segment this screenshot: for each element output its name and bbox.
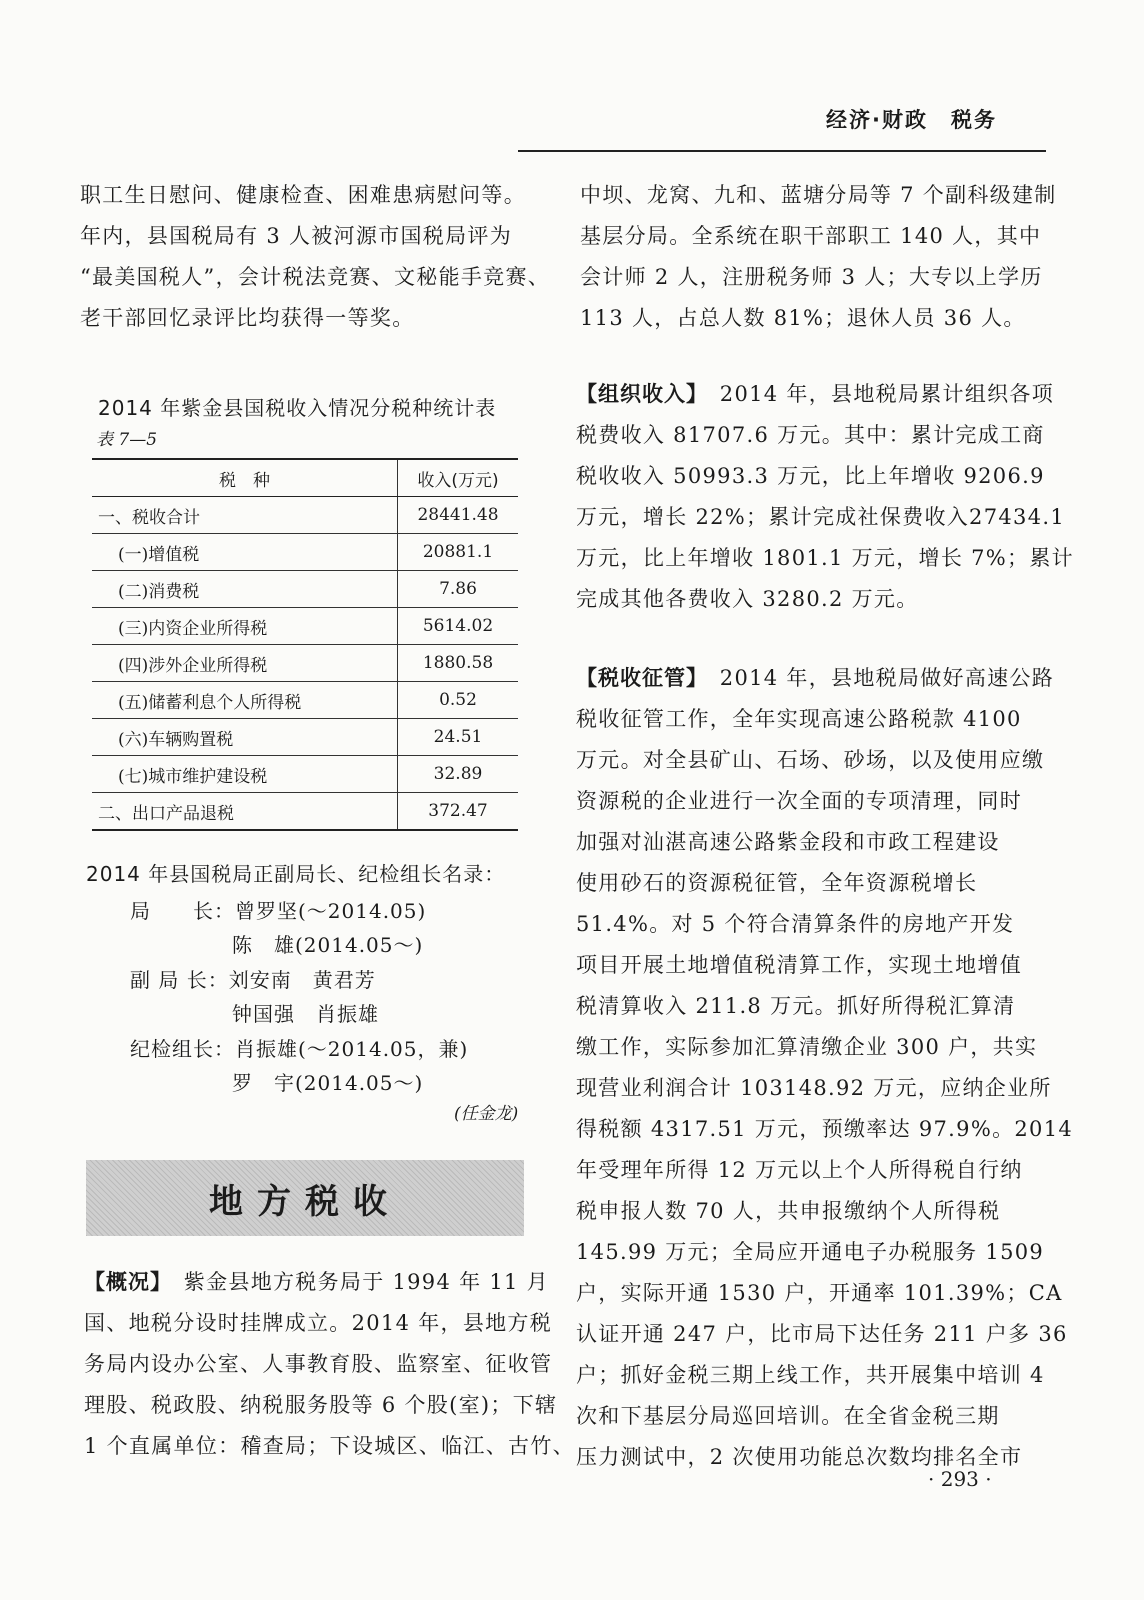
text-line: 基层分局。全系统在职干部职工 140 人，其中	[580, 224, 1042, 248]
tax-value: 1880.58	[398, 645, 519, 682]
table-row	[92, 534, 518, 571]
text-line: 户；抓好金税三期上线工作，共开展集中培训 4	[576, 1363, 1045, 1387]
text-line: 中坝、龙窝、九和、蓝塘分局等 7 个副科级建制	[580, 183, 1057, 207]
table-row	[92, 645, 518, 682]
tax-name: (二)消费税	[92, 571, 398, 608]
table-row	[92, 756, 518, 793]
column-header-revenue: 收入(万元)	[398, 459, 519, 497]
tax-value: 32.89	[398, 756, 519, 793]
tax-name: 一、税收合计	[92, 497, 398, 534]
text-line: 2014 年，县地税局做好高速公路	[697, 666, 1055, 690]
text-line: 老干部回忆录评比均获得一等奖。	[80, 306, 415, 330]
roster-line: 副 局 长：刘安南 黄君芳	[130, 968, 376, 992]
running-header: 经济·财政 税务	[826, 108, 997, 132]
column-header-tax-type: 税 种	[92, 459, 398, 497]
table-title: 2014 年紫金县国税收入情况分税种统计表	[98, 396, 497, 420]
tax-value: 5614.02	[398, 608, 519, 645]
text-line: 税费收入 81707.6 万元。其中：累计完成工商	[576, 423, 1045, 447]
text-line: 认证开通 247 户，比市局下达任务 211 户多 36	[576, 1322, 1068, 1346]
tax-value: 7.86	[398, 571, 519, 608]
table-row	[92, 608, 518, 645]
revenue-paragraph	[576, 374, 1074, 620]
table-row	[92, 571, 518, 608]
collection-paragraph	[576, 658, 1073, 1478]
roster-line: 纪检组长：肖振雄(～2014.05，兼)	[130, 1037, 469, 1061]
text-line: 税收征管工作，全年实现高速公路税款 4100	[576, 707, 1022, 731]
table-row	[92, 682, 518, 719]
overview-paragraph	[84, 1262, 575, 1467]
text-line: 会计师 2 人，注册税务师 3 人；大专以上学历	[580, 265, 1043, 289]
table-row	[92, 719, 518, 756]
overview-tag: 【概况】	[84, 1270, 162, 1294]
text-line: 紫金县地方税务局于 1994 年 11 月	[161, 1270, 549, 1294]
text-line: 使用砂石的资源税征管，全年资源税增长	[576, 871, 978, 895]
author-credit: (任金龙)	[454, 1104, 519, 1124]
tax-value: 28441.48	[398, 497, 519, 534]
text-line: 项目开展土地增值税清算工作，实现土地增值	[576, 953, 1022, 977]
text-line: 税清算收入 211.8 万元。抓好所得税汇算清	[576, 994, 1016, 1018]
text-line: 资源税的企业进行一次全面的专项清理，同时	[576, 789, 1022, 813]
text-line: 万元。对全县矿山、石场、砂场，以及使用应缴	[576, 748, 1045, 772]
tax-name: (一)增值税	[92, 534, 398, 571]
text-line: 113 人，占总人数 81%；退休人员 36 人。	[580, 306, 1026, 330]
text-line: 2014 年，县地税局累计组织各项	[697, 382, 1055, 406]
header-rule	[518, 150, 1046, 152]
tax-value: 0.52	[398, 682, 519, 719]
text-line: 税申报人数 70 人，共申报缴纳个人所得税	[576, 1199, 1001, 1223]
text-line: 年内，县国税局有 3 人被河源市国税局评为	[80, 224, 513, 248]
left-top-paragraph	[80, 175, 550, 339]
text-line: 户，实际开通 1530 户，开通率 101.39%；CA	[576, 1281, 1063, 1305]
roster-line: 局 长：曾罗坚(～2014.05)	[130, 899, 427, 923]
tax-name: (四)涉外企业所得税	[92, 645, 398, 682]
text-line: 完成其他各费收入 3280.2 万元。	[576, 587, 919, 611]
table-number: 表 7—5	[96, 430, 158, 450]
text-line: 1 个直属单位：稽查局；下设城区、临江、古竹、	[84, 1434, 575, 1458]
text-line: 51.4%。对 5 个符合清算条件的房地产开发	[576, 912, 1015, 936]
text-line: 理股、税政股、纳税服务股等 6 个股(室)；下辖	[84, 1393, 558, 1417]
text-line: 得税额 4317.51 万元，预缴率达 97.9%。2014	[576, 1117, 1074, 1141]
section-banner	[86, 1160, 524, 1236]
tax-name: (三)内资企业所得税	[92, 608, 398, 645]
text-line: “最美国税人”，会计税法竞赛、文秘能手竞赛、	[80, 265, 551, 289]
tax-value: 24.51	[398, 719, 519, 756]
text-line: 万元，比上年增收 1801.1 万元，增长 7%；累计	[576, 546, 1074, 570]
right-top-paragraph	[580, 175, 1057, 339]
text-line: 压力测试中，2 次使用功能总次数均排名全市	[576, 1445, 1023, 1469]
tax-name: (七)城市维护建设税	[92, 756, 398, 793]
roster-title: 2014 年县国税局正副局长、纪检组长名录：	[86, 862, 506, 886]
text-line: 万元，增长 22%；累计完成社保费收入27434.1	[576, 505, 1065, 529]
tax-name: (六)车辆购置税	[92, 719, 398, 756]
text-line: 务局内设办公室、人事教育股、监察室、征收管	[84, 1352, 553, 1376]
tax-value: 20881.1	[398, 534, 519, 571]
text-line: 缴工作，实际参加汇算清缴企业 300 户，共实	[576, 1035, 1038, 1059]
collection-tag: 【税收征管】	[576, 666, 698, 690]
tax-value: 372.47	[398, 793, 519, 831]
table-header-row	[92, 459, 518, 497]
tax-table	[92, 458, 518, 831]
roster-line: 罗 宇(2014.05～)	[232, 1071, 424, 1095]
table-row	[92, 497, 518, 534]
roster-line: 钟国强 肖振雄	[232, 1002, 379, 1026]
table-row	[92, 793, 518, 831]
tax-name: 二、出口产品退税	[92, 793, 398, 831]
revenue-tag: 【组织收入】	[576, 382, 698, 406]
section-title: 地方税收	[209, 1182, 401, 1222]
text-line: 国、地税分设时挂牌成立。2014 年，县地方税	[84, 1311, 553, 1335]
text-line: 加强对汕湛高速公路紫金段和市政工程建设	[576, 830, 1000, 854]
text-line: 税收收入 50993.3 万元，比上年增收 9206.9	[576, 464, 1045, 488]
text-line: 年受理年所得 12 万元以上个人所得税自行纳	[576, 1158, 1023, 1182]
text-line: 145.99 万元；全局应开通电子办税服务 1509	[576, 1240, 1045, 1264]
roster-line: 陈 雄(2014.05～)	[232, 933, 424, 957]
text-line: 现营业利润合计 103148.92 万元，应纳企业所	[576, 1076, 1052, 1100]
text-line: 职工生日慰问、健康检查、困难患病慰问等。	[80, 183, 526, 207]
text-line: 次和下基层分局巡回培训。在全省金税三期	[576, 1404, 1000, 1428]
page-number: · 293 ·	[928, 1467, 992, 1491]
tax-name: (五)储蓄利息个人所得税	[92, 682, 398, 719]
